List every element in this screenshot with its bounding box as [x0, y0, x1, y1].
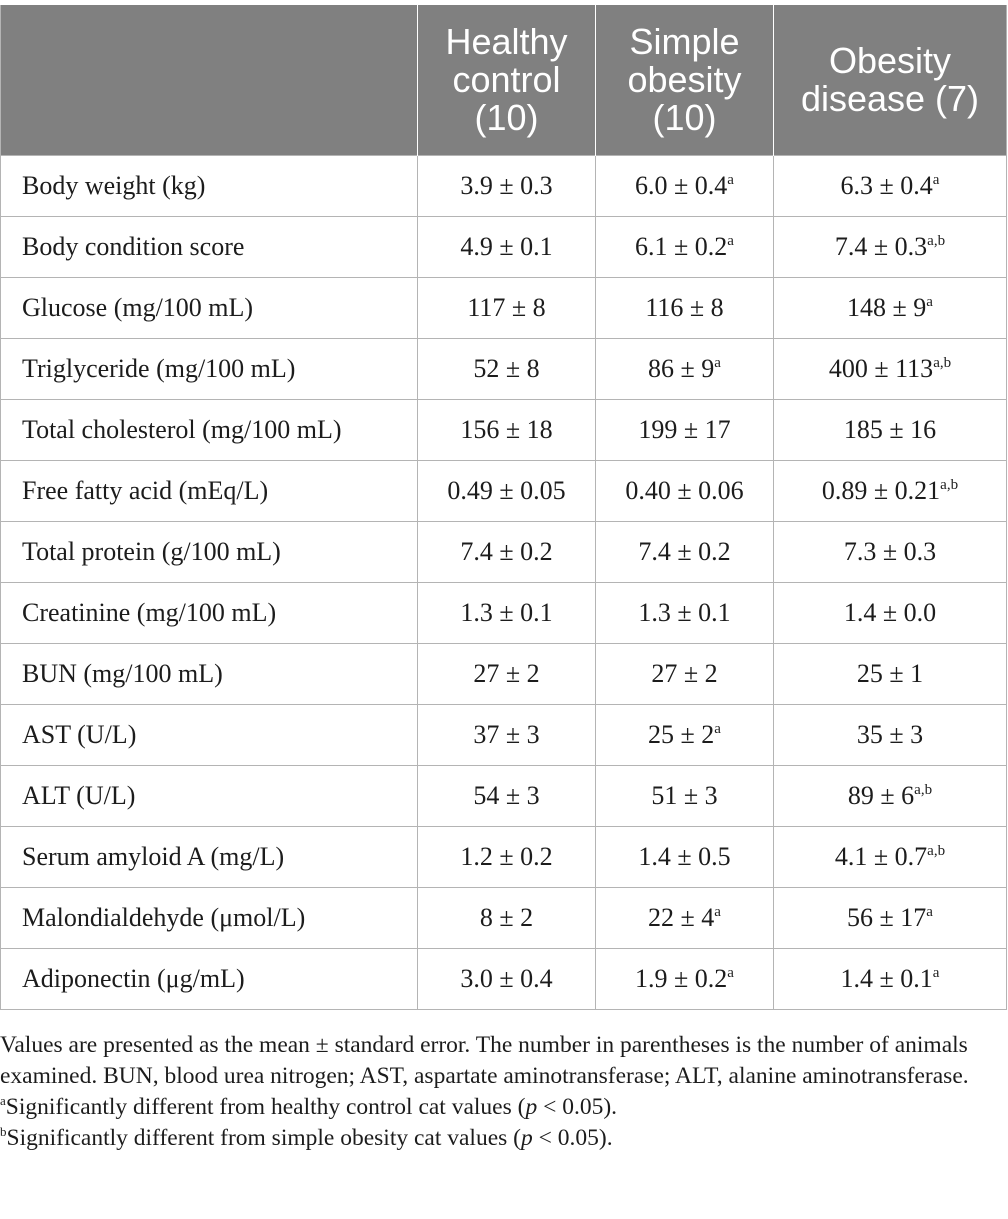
value-cell — [418, 522, 596, 583]
cell-value: 6.0 ± 0.4 — [635, 171, 728, 200]
table-row — [1, 644, 1007, 705]
table-row — [1, 156, 1007, 217]
significance-marker: a,b — [927, 233, 946, 249]
value-cell — [774, 217, 1007, 278]
value-cell — [774, 278, 1007, 339]
row-label: Body weight (kg) — [1, 156, 418, 217]
cell-value: 4.1 ± 0.7 — [834, 842, 928, 871]
value-cell — [418, 217, 596, 278]
value-cell — [596, 400, 774, 461]
cell-value: 185 ± 16 — [843, 415, 937, 444]
value-cell — [596, 217, 774, 278]
cell-value: 199 ± 17 — [638, 415, 731, 444]
cell-value: 51 ± 3 — [651, 781, 718, 810]
row-label: Total protein (g/100 mL) — [1, 522, 418, 583]
cell-value: 1.9 ± 0.2 — [635, 964, 728, 993]
header-cell-col-2 — [596, 5, 774, 156]
table-row — [1, 888, 1007, 949]
cell-value: 25 ± 1 — [856, 659, 924, 688]
cell-value: 156 ± 18 — [460, 415, 553, 444]
value-cell — [596, 339, 774, 400]
table-row — [1, 400, 1007, 461]
footnote-a-threshold: < 0.05). — [537, 1094, 618, 1120]
cell-value: 0.49 ± 0.05 — [447, 476, 566, 505]
row-label: Adiponectin (μg/mL) — [1, 949, 418, 1010]
value-cell — [596, 705, 774, 766]
significance-marker: a — [714, 721, 721, 737]
significance-marker: a — [926, 904, 933, 920]
table-row — [1, 217, 1007, 278]
value-cell — [774, 400, 1007, 461]
row-label: Body condition score — [1, 217, 418, 278]
footnote-b-threshold: < 0.05). — [532, 1125, 613, 1151]
value-cell — [418, 766, 596, 827]
cell-value: 89 ± 6 — [847, 781, 915, 810]
cell-value: 116 ± 8 — [645, 293, 724, 322]
table-row — [1, 461, 1007, 522]
value-cell — [774, 522, 1007, 583]
value-cell — [418, 461, 596, 522]
cell-value: 1.2 ± 0.2 — [460, 842, 553, 871]
significance-marker: a,b — [914, 782, 933, 798]
cell-value: 148 ± 9 — [847, 293, 927, 322]
footnote-b-p: p — [520, 1125, 533, 1151]
value-cell — [774, 461, 1007, 522]
significance-marker: a,b — [933, 355, 952, 371]
table-row — [1, 522, 1007, 583]
cell-value: 400 ± 113 — [828, 354, 934, 383]
header-line: (10) — [474, 97, 539, 138]
table-body — [1, 156, 1007, 1010]
header-line: control — [452, 59, 561, 100]
cell-value: 7.4 ± 0.2 — [638, 537, 731, 566]
value-cell — [596, 461, 774, 522]
cell-value: 0.89 ± 0.21 — [821, 476, 941, 505]
value-cell — [774, 949, 1007, 1010]
row-label: Free fatty acid (mEq/L) — [1, 461, 418, 522]
cell-value: 86 ± 9 — [648, 354, 715, 383]
footnote-a — [0, 1092, 1008, 1123]
header-cell-col-3 — [774, 5, 1007, 156]
table-row — [1, 278, 1007, 339]
header-line: Simple — [629, 21, 740, 62]
cell-value: 0.40 ± 0.06 — [625, 476, 744, 505]
cell-value: 27 ± 2 — [473, 659, 540, 688]
significance-marker: a — [714, 355, 721, 371]
cell-value: 7.4 ± 0.2 — [460, 537, 553, 566]
header-line: Obesity — [828, 40, 952, 81]
value-cell — [596, 278, 774, 339]
significance-marker: a — [727, 233, 734, 249]
footnote-main: Values are presented as the mean ± standard error. The number in parentheses is the number of animals examined. BUN, blood urea nitrogen; AST, aspartate aminotransferase; ALT, alanine aminotransferase. — [0, 1032, 969, 1089]
header-line: (10) — [652, 97, 717, 138]
value-cell — [418, 278, 596, 339]
value-cell — [774, 644, 1007, 705]
table-row — [1, 949, 1007, 1010]
value-cell — [596, 522, 774, 583]
value-cell — [596, 156, 774, 217]
cell-value: 25 ± 2 — [648, 720, 715, 749]
value-cell — [418, 644, 596, 705]
footnote-a-text: Significantly different from healthy control cat values ( — [5, 1094, 526, 1120]
cell-value: 6.1 ± 0.2 — [635, 232, 728, 261]
cell-value: 52 ± 8 — [473, 354, 540, 383]
footnote-b-text: Significantly different from simple obesity cat values ( — [6, 1125, 521, 1151]
cell-value: 117 ± 8 — [467, 293, 546, 322]
header-cell-blank — [1, 5, 418, 156]
row-label: Triglyceride (mg/100 mL) — [1, 339, 418, 400]
cell-value: 54 ± 3 — [473, 781, 540, 810]
table-footnotes — [0, 1030, 1008, 1154]
value-cell — [418, 949, 596, 1010]
cell-value: 8 ± 2 — [479, 903, 534, 932]
value-cell — [774, 583, 1007, 644]
footnote-a-p: p — [525, 1094, 538, 1120]
cell-value: 37 ± 3 — [473, 720, 540, 749]
header-row — [1, 5, 1007, 156]
row-label: ALT (U/L) — [1, 766, 418, 827]
significance-marker: a — [727, 965, 734, 981]
cell-value: 6.3 ± 0.4 — [840, 171, 933, 200]
value-cell — [418, 339, 596, 400]
cell-value: 7.3 ± 0.3 — [843, 537, 937, 566]
value-cell — [774, 888, 1007, 949]
header-cell-col-1 — [418, 5, 596, 156]
value-cell — [596, 949, 774, 1010]
table-row — [1, 766, 1007, 827]
cell-value: 35 ± 3 — [856, 720, 924, 749]
row-label: Glucose (mg/100 mL) — [1, 278, 418, 339]
value-cell — [596, 766, 774, 827]
cell-value: 1.4 ± 0.0 — [843, 598, 937, 627]
value-cell — [774, 156, 1007, 217]
footnote-b-marker: b — [0, 1124, 7, 1139]
cell-value: 3.9 ± 0.3 — [460, 171, 553, 200]
value-cell — [596, 827, 774, 888]
header-line: Healthy — [445, 21, 568, 62]
value-cell — [774, 339, 1007, 400]
row-label: Total cholesterol (mg/100 mL) — [1, 400, 418, 461]
significance-marker: a — [926, 294, 933, 310]
cell-value: 22 ± 4 — [648, 903, 715, 932]
cell-value: 1.4 ± 0.5 — [638, 842, 731, 871]
value-cell — [418, 400, 596, 461]
row-label: AST (U/L) — [1, 705, 418, 766]
row-label: Malondialdehyde (μmol/L) — [1, 888, 418, 949]
value-cell — [596, 888, 774, 949]
cell-value: 4.9 ± 0.1 — [460, 232, 553, 261]
cell-value: 1.3 ± 0.1 — [460, 598, 553, 627]
header-line: disease (7) — [800, 78, 980, 119]
cell-value: 3.0 ± 0.4 — [460, 964, 553, 993]
row-label: Creatinine (mg/100 mL) — [1, 583, 418, 644]
significance-marker: a — [932, 965, 940, 981]
significance-marker: a — [727, 172, 734, 188]
results-table — [0, 5, 1007, 1010]
table-row — [1, 705, 1007, 766]
significance-marker: a,b — [927, 843, 946, 859]
table-header — [1, 5, 1007, 156]
significance-marker: a,b — [940, 477, 959, 493]
value-cell — [774, 766, 1007, 827]
cell-value: 27 ± 2 — [651, 659, 718, 688]
cell-value: 1.3 ± 0.1 — [638, 598, 731, 627]
cell-value: 1.4 ± 0.1 — [840, 964, 933, 993]
value-cell — [418, 827, 596, 888]
significance-marker: a — [932, 172, 940, 188]
footnote-b — [0, 1123, 1008, 1154]
significance-marker: a — [714, 904, 721, 920]
footnote-a-marker: a — [0, 1093, 6, 1108]
value-cell — [774, 827, 1007, 888]
row-label: Serum amyloid A (mg/L) — [1, 827, 418, 888]
value-cell — [418, 583, 596, 644]
table-row — [1, 827, 1007, 888]
value-cell — [418, 705, 596, 766]
header-line: obesity — [627, 59, 742, 100]
row-label: BUN (mg/100 mL) — [1, 644, 418, 705]
value-cell — [418, 888, 596, 949]
cell-value: 56 ± 17 — [847, 903, 927, 932]
value-cell — [596, 583, 774, 644]
value-cell — [418, 156, 596, 217]
table-row — [1, 339, 1007, 400]
cell-value: 7.4 ± 0.3 — [834, 232, 928, 261]
value-cell — [596, 644, 774, 705]
value-cell — [774, 705, 1007, 766]
table-row — [1, 583, 1007, 644]
